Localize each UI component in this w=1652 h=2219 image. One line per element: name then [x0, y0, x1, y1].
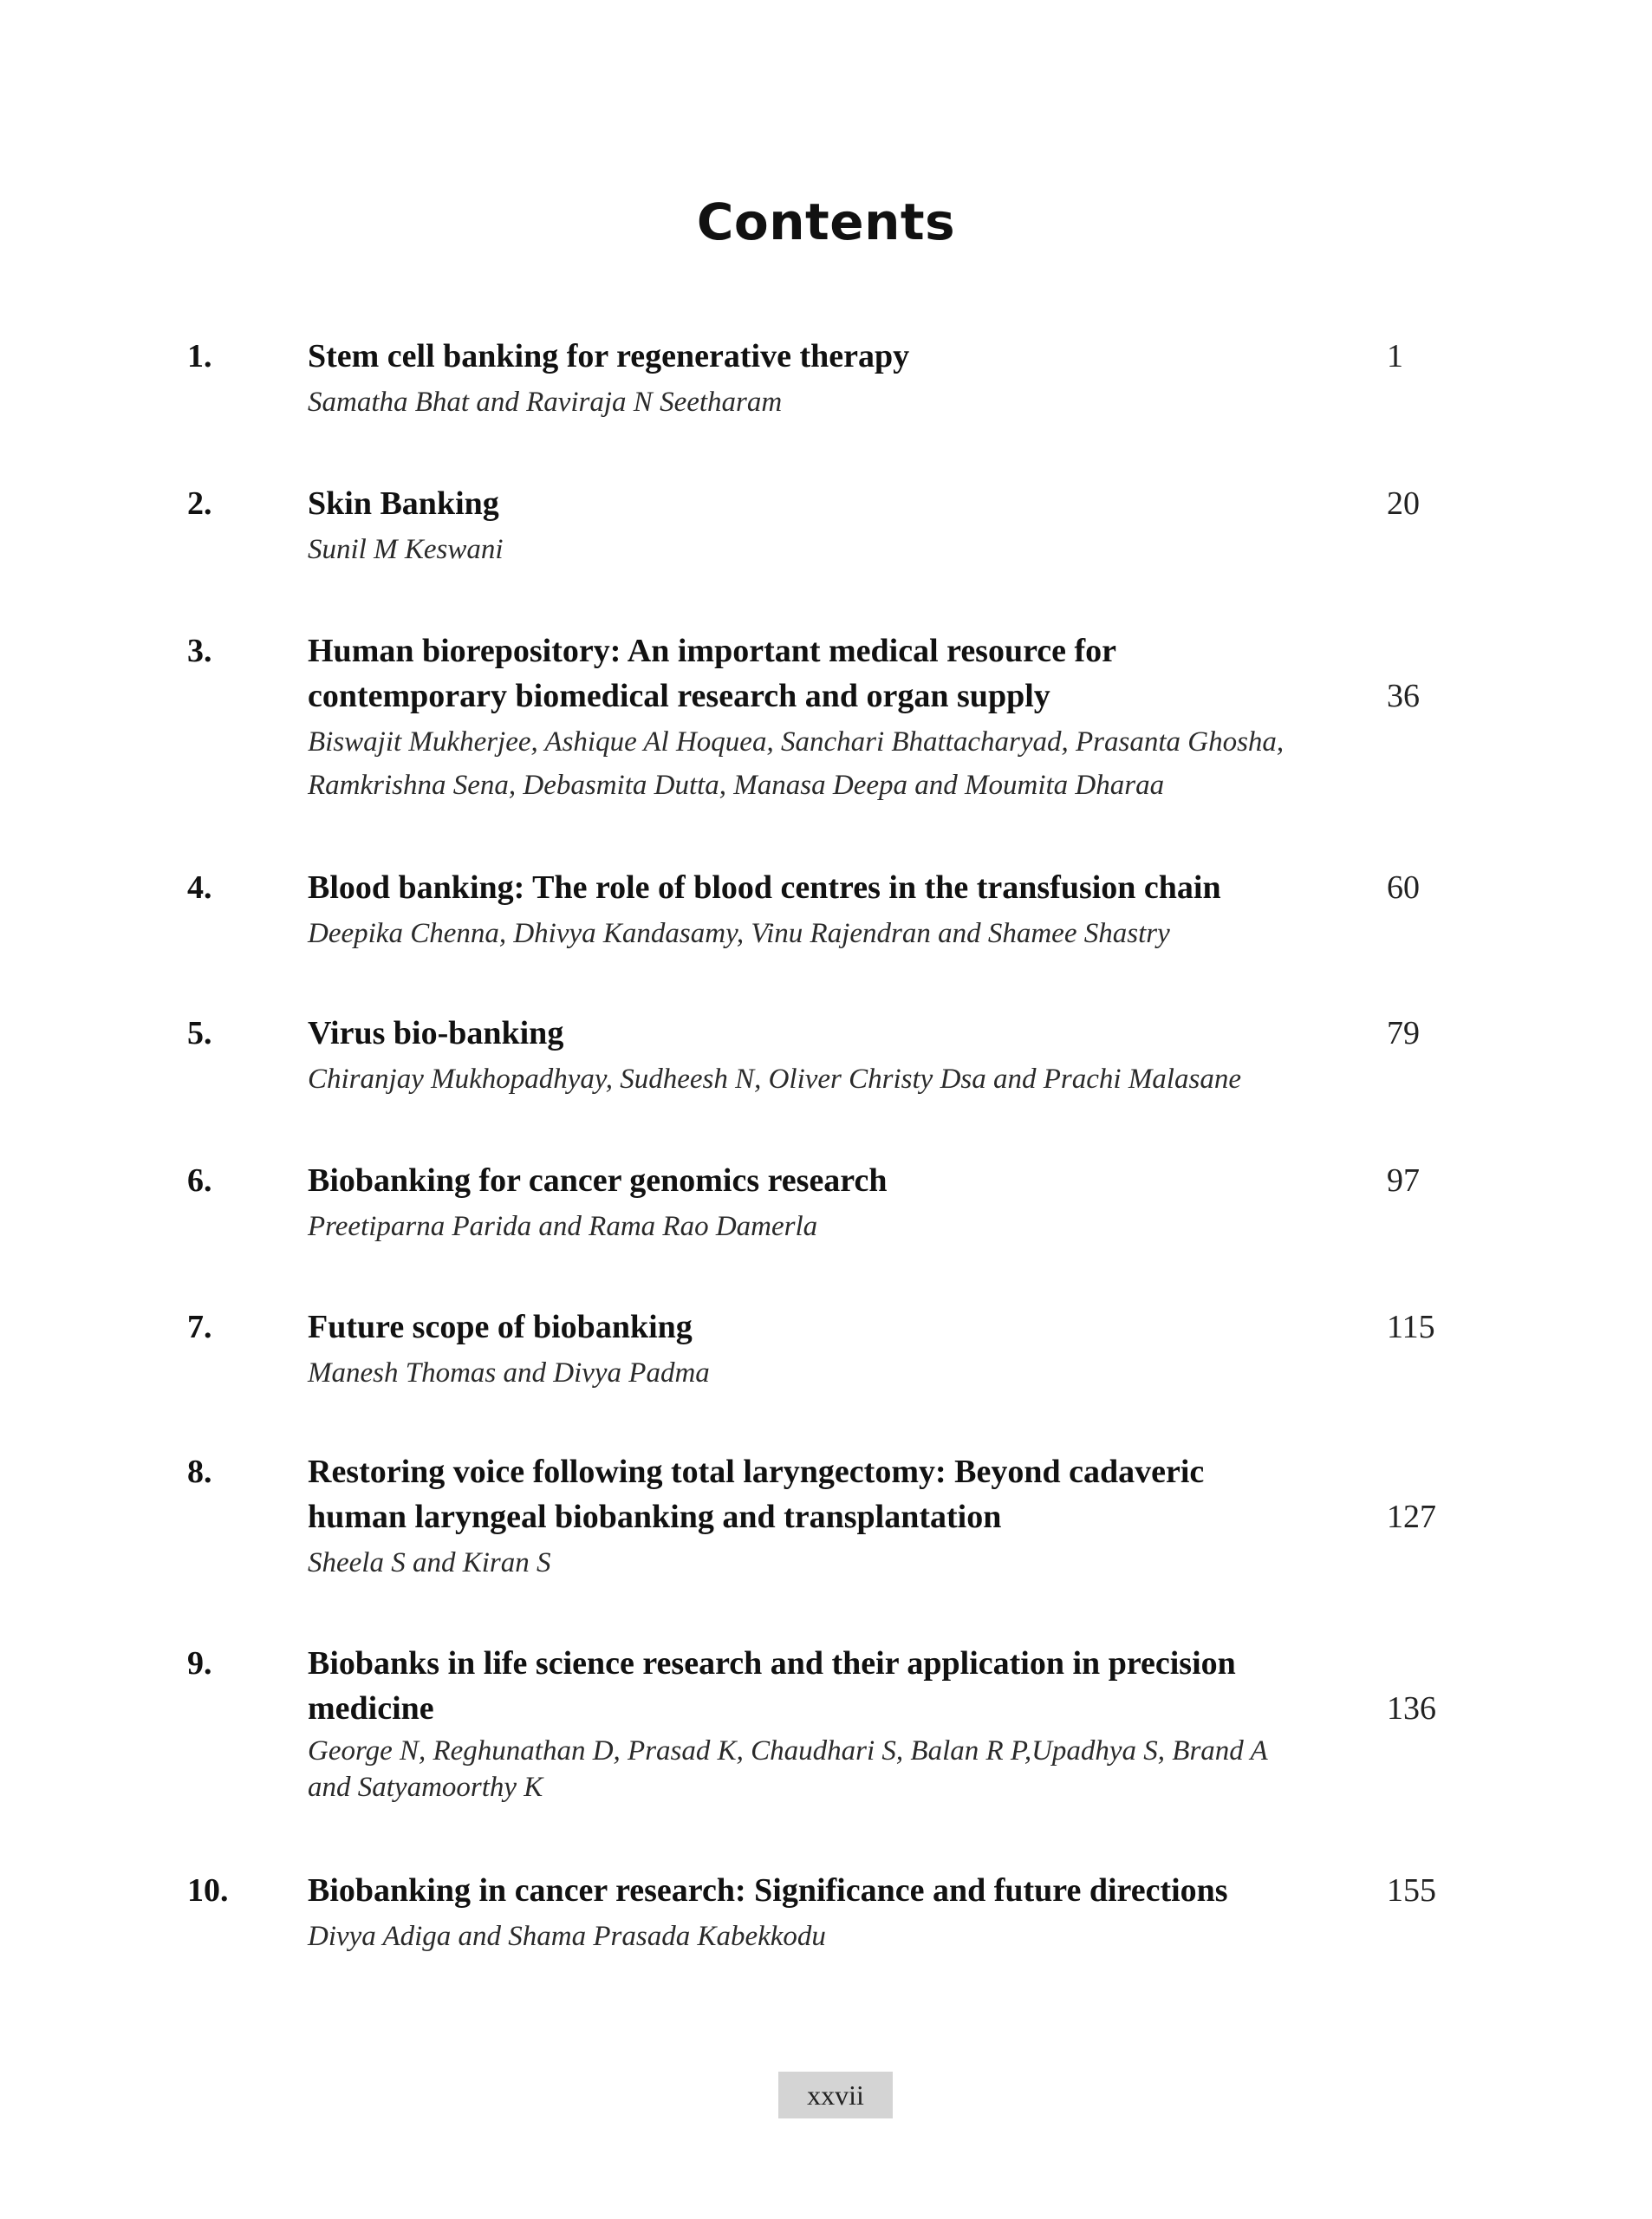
entry-body [308, 865, 1356, 955]
entry-title: Biobanks in life science research and their application in precision medicine [308, 1645, 1236, 1727]
entry-number: 9. [187, 1645, 212, 1682]
entry-title: Virus bio-banking [308, 1015, 564, 1051]
entry-authors: Biswajit Mukherjee, Ashique Al Hoquea, Sanchari Bhattacharyad, Prasanta Ghosha, Ramkrishna Sena, Debasmita Dutta, Manasa Deepa and Moumita Dharaa [308, 726, 1285, 801]
entry-authors: George N, Reghunathan D, Prasad K, Chaudhari S, Balan R P,Upadhya S, Brand A and Satyamoorthy K [308, 1735, 1268, 1803]
entry-title: Biobanking in cancer research: Significance and future directions [308, 1872, 1228, 1909]
entry-body [308, 1868, 1356, 1958]
entry-page-number: 20 [1387, 485, 1420, 522]
entry-page-number: 1 [1387, 338, 1403, 374]
entry-page-number: 60 [1387, 869, 1420, 906]
entry-title: Human biorepository: An important medical resource for contemporary biomedical research and organ supply [308, 633, 1117, 714]
entry-authors: Manesh Thomas and Divya Padma [308, 1357, 710, 1389]
entry-number: 4. [187, 869, 212, 906]
entry-title: Biobanking for cancer genomics research [308, 1162, 888, 1199]
entry-authors: Samatha Bhat and Raviraja N Seetharam [308, 387, 783, 418]
entry-authors: Chiranjay Mukhopadhyay, Sudheesh N, Oliver Christy Dsa and Prachi Malasane [308, 1064, 1241, 1095]
entry-number: 10. [187, 1872, 229, 1909]
entry-number: 8. [187, 1454, 212, 1490]
entry-authors: Sunil M Keswani [308, 534, 504, 565]
entry-number: 2. [187, 485, 212, 522]
entry-page-number: 127 [1387, 1499, 1436, 1535]
entry-number: 6. [187, 1162, 212, 1199]
entry-authors: Preetiparna Parida and Rama Rao Damerla [308, 1211, 818, 1242]
entry-page-number: 155 [1387, 1872, 1436, 1909]
entry-body [308, 1449, 1356, 1585]
entry-title: Blood banking: The role of blood centres in the transfusion chain [308, 869, 1221, 906]
entry-body [308, 481, 1356, 571]
entry-authors: Deepika Chenna, Dhivya Kandasamy, Vinu Rajendran and Shamee Shastry [308, 918, 1170, 949]
entry-authors: Divya Adiga and Shama Prasada Kabekkodu [308, 1921, 826, 1952]
entry-body [308, 1305, 1356, 1395]
entry-page-number: 97 [1387, 1162, 1420, 1199]
entry-title: Future scope of biobanking [308, 1309, 693, 1345]
entry-number: 1. [187, 338, 212, 374]
entry-title: Skin Banking [308, 485, 499, 522]
entry-body [308, 1158, 1356, 1248]
entry-title: Restoring voice following total laryngectomy: Beyond cadaveric human laryngeal biobanking and transplantation [308, 1454, 1205, 1535]
entry-body [308, 1011, 1356, 1101]
entry-page-number: 115 [1387, 1309, 1435, 1345]
entry-body [308, 334, 1356, 424]
entry-title: Stem cell banking for regenerative therapy [308, 338, 910, 374]
entry-authors: Sheela S and Kiran S [308, 1547, 551, 1578]
entry-body [308, 1641, 1356, 1806]
entry-page-number: 79 [1387, 1015, 1420, 1051]
page-title: Contents [696, 192, 956, 251]
entry-page-number: 136 [1387, 1690, 1436, 1727]
entry-page-number: 36 [1387, 678, 1420, 714]
folio-page-number: xxvii [778, 2072, 893, 2118]
entry-body [308, 628, 1356, 807]
entry-number: 7. [187, 1309, 212, 1345]
entry-number: 3. [187, 633, 212, 669]
entry-number: 5. [187, 1015, 212, 1051]
